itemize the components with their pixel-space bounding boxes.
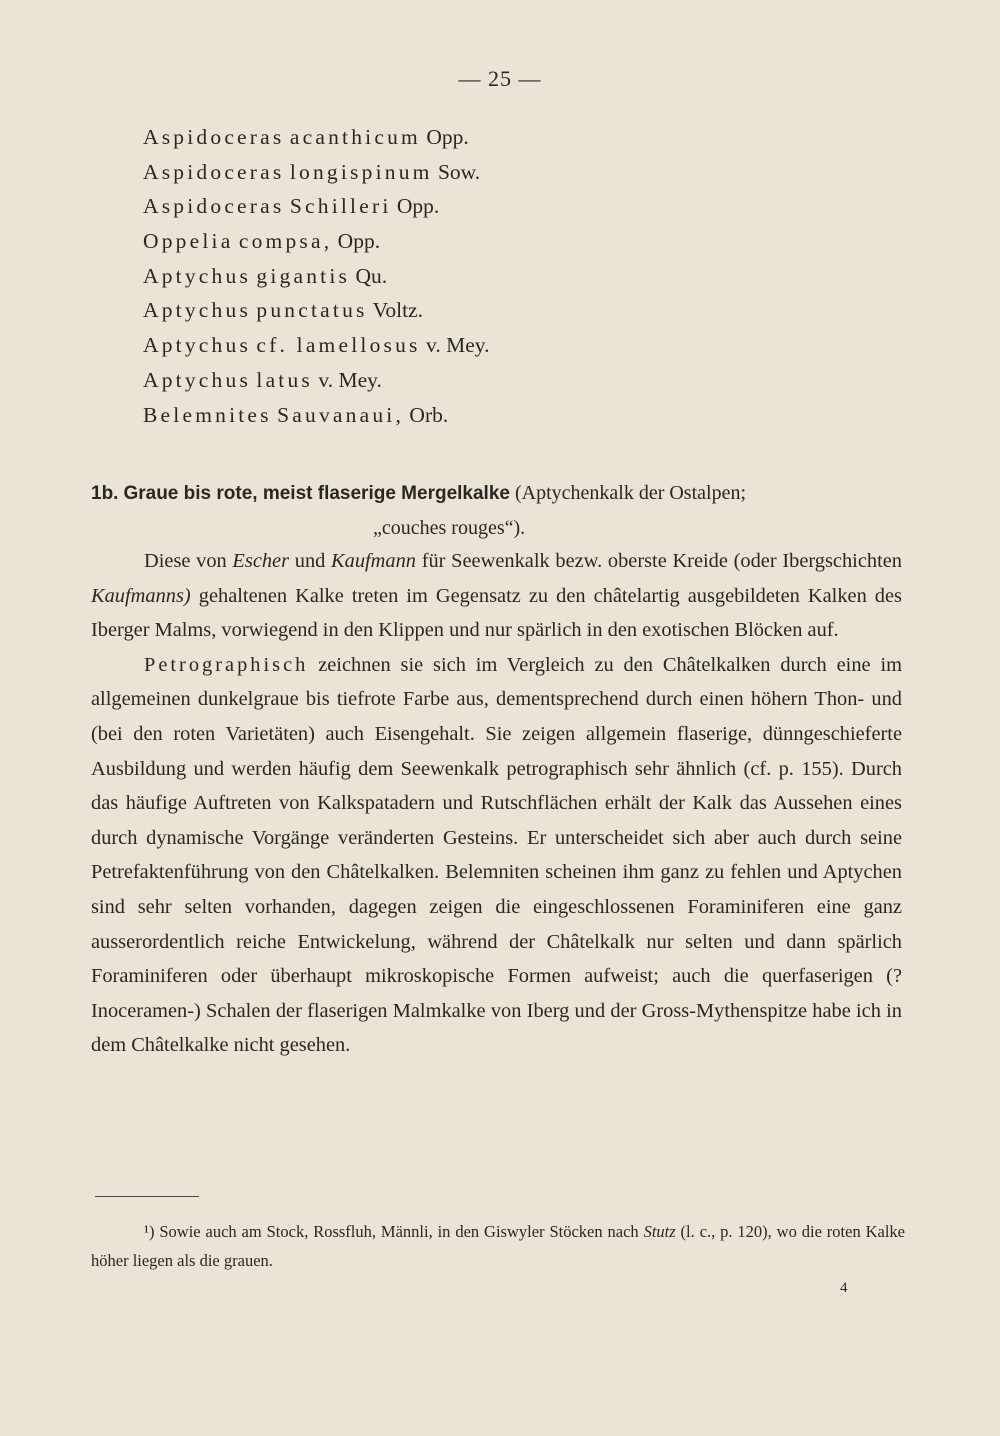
species-author: v. Mey. [318, 367, 382, 392]
species-epithet: cf. lamellosus [256, 333, 421, 358]
species-list [143, 120, 489, 432]
species-genus: Aptychus [143, 333, 252, 358]
species-epithet: compsa, [238, 229, 333, 254]
author-name: Stutz [643, 1222, 676, 1241]
author-name: Kaufmanns) [91, 584, 191, 607]
species-author: Sow. [437, 159, 481, 184]
species-author: Orb. [409, 402, 449, 427]
footnote-divider [95, 1196, 199, 1197]
species-genus: Belemnites [143, 402, 272, 427]
emphasized-word: Petrographisch [144, 653, 309, 676]
section-subtitle: (Aptychenkalk der Ostalpen; [514, 482, 747, 504]
species-item [143, 259, 489, 294]
species-genus: Aptychus [143, 367, 252, 392]
species-author: Opp. [337, 229, 381, 254]
species-author: Opp. [426, 125, 469, 149]
species-author: Voltz. [372, 298, 423, 323]
body-text [91, 544, 902, 1063]
species-item [143, 363, 489, 398]
species-genus: Aspidoceras [143, 125, 285, 149]
species-epithet: gigantis [256, 263, 351, 288]
species-author: Opp. [396, 194, 440, 219]
species-genus: Aptychus [143, 298, 252, 323]
species-item [143, 293, 489, 328]
species-item [143, 120, 489, 155]
page-number: — 25 — [458, 66, 542, 91]
author-name: Kaufmann [331, 550, 416, 572]
species-genus: Aspidoceras [143, 194, 285, 219]
section-number: 1b. [91, 483, 119, 504]
author-name: Escher [232, 550, 290, 572]
species-epithet: longispinum [289, 159, 433, 184]
paragraph: Diese von Escher und Kaufmann für Seewenkalk bezw. oberste Kreide (oder Ibergschichten Kaufmanns) gehaltenen Kalke treten im Gegensatz zu den châtelartig ausgebildeten Kalken des Iberger Malms, vorwiegend in den Klippen und nur spärlich in den exotischen Blöcken auf. [91, 550, 903, 642]
section-heading [91, 476, 911, 545]
species-epithet: Schilleri [289, 194, 392, 219]
species-item [143, 224, 489, 259]
species-genus: Aspidoceras [143, 159, 285, 184]
species-item [143, 189, 489, 224]
species-author: Qu. [355, 263, 388, 288]
footnote-marker: ¹) [144, 1222, 155, 1241]
species-item [143, 328, 489, 363]
species-epithet: punctatus [256, 298, 368, 323]
section-title: Graue bis rote, meist flaserige Mergelkalke [123, 483, 510, 504]
species-genus: Oppelia [143, 229, 234, 254]
section-subtitle-continued: „couches rouges“). [373, 517, 526, 539]
footnote: ¹) Sowie auch am Stock, Rossfluh, Männli, in den Giswyler Stöcken nach Stutz (l. c., p. 120), wo die roten Kalke höher liegen als die grauen. [91, 1222, 905, 1270]
species-epithet: acanthicum [289, 125, 421, 149]
species-genus: Aptychus [143, 263, 252, 288]
paragraph: Petrographisch zeichnen sie sich im Vergleich zu den Châtelkalken durch eine im allgemeinen dunkelgraue bis tiefrote Farbe aus, dementsprechend durch einen höhern Thon- und (bei den roten Varietäten) auch Eisengehalt. Sie zeigen allgemein flaserige, dünngeschieferte Ausbildung und werden häufig dem Seewenkalk petrographisch sehr ähnlich (cf. p. 155). Durch das häufige Auftreten von Kalkspatadern und Rutschflächen erhält der Kalk das Aussehen eines durch dynamische Vorgänge veränderten Gesteins. Er unterscheidet sich aber auch durch seine Petrefaktenführung von den Châtelkalken. Belemniten scheinen ihm ganz zu fehlen und Aptychen sind sehr selten vorhanden, dagegen zeigen die eingeschlossenen Foraminiferen eine ganz ausserordentlich reiche Entwickelung, während der Châtelkalk nur selten und dann spärlich Foraminiferen oder überhaupt mikroskopische Formen aufweist; auch die querfaserigen (? Inoceramen-) Schalen der flaserigen Malmkalke von Iberg und der Gross-Mythenspitze habe ich in dem Châtelkalke nicht gesehen. [91, 653, 902, 1057]
signature-mark: 4 [840, 1280, 848, 1296]
species-author: v. Mey. [425, 333, 490, 358]
species-epithet: Sauvanaui, [277, 402, 405, 427]
species-item [143, 155, 489, 190]
species-item [143, 398, 489, 433]
species-epithet: latus [256, 367, 313, 392]
